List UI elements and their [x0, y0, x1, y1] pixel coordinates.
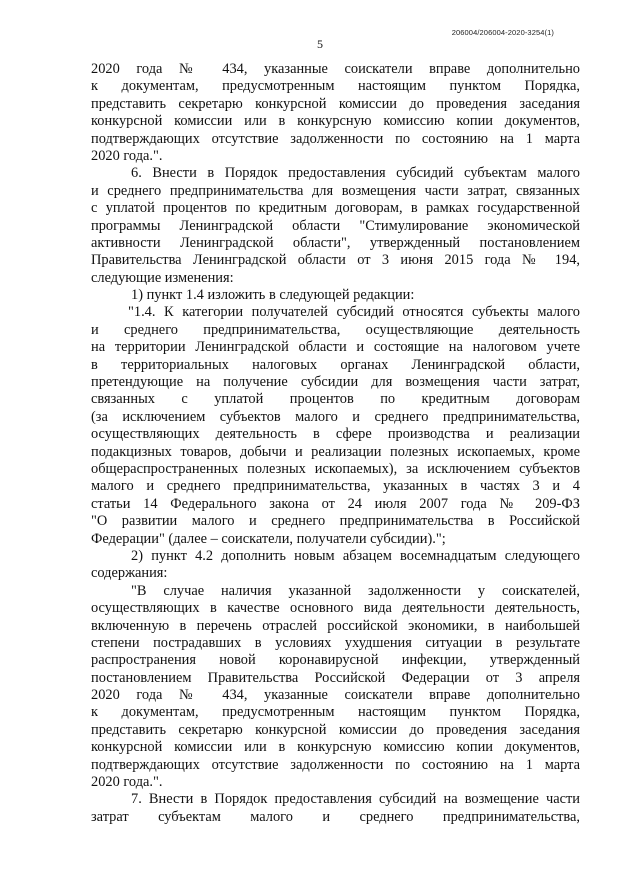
text-line: подтверждающих отсутствие задолженности по состоянию на 1 марта — [91, 756, 580, 773]
text-line: Правительства Ленинградской области от 3 июня 2015 года № 194, — [91, 252, 580, 269]
text-line: 2020 года № 434, указанные соискатели вправе дополнительно — [91, 687, 580, 704]
text-line: подакцизных товаров, добычи и реализации полезных ископаемых, кроме — [91, 443, 580, 460]
text-line: активности Ленинградской области", утвержденный постановлением — [91, 234, 580, 251]
text-line: в территориальных налоговых органах Ленинградской области, — [91, 356, 580, 373]
text-line: следующие изменения: — [91, 269, 234, 286]
text-line: осуществляющих в качестве основного вида деятельности деятельность, — [91, 600, 580, 617]
text-line: включенную в перечень отраслей российской экономики, в наибольшей — [91, 617, 580, 634]
text-line: конкурсной комиссии или в конкурсную комиссию копии документов, — [91, 739, 580, 756]
document-id: 206004/206004-2020-3254(1) — [451, 28, 554, 37]
quoted-item-1-4-start: "1.4. К категории получателей субсидий относятся субъекты малого — [128, 304, 580, 321]
paragraph-6-start: 6. Внести в Порядок предоставления субсидий субъектам малого — [131, 165, 580, 182]
text-line: затрат субъектам малого и среднего предпринимательства, — [91, 808, 580, 825]
text-line: представить секретарю конкурсной комиссии до проведения заседания — [91, 95, 580, 112]
text-line: подтверждающих отсутствие задолженности по состоянию на 1 марта — [91, 130, 580, 147]
text-line: 2020 года.". — [91, 147, 163, 164]
text-line: программы Ленинградской области "Стимулирование экономической — [91, 217, 580, 234]
subitem-1: 1) пункт 1.4 изложить в следующей редакции: — [131, 287, 415, 304]
text-line: содержания: — [91, 565, 168, 582]
text-line: и среднего предпринимательства, осуществляющие деятельность — [91, 321, 580, 338]
text-line: к документам, предусмотренным настоящим пунктом Порядка, — [91, 704, 580, 721]
subitem-2: 2) пункт 4.2 дополнить новым абзацем восемнадцатым следующего — [131, 547, 580, 564]
text-line: степени пострадавших в условиях ухудшения ситуации в результате — [91, 634, 580, 651]
text-line: и среднего предпринимательства для возмещения части затрат, связанных — [91, 182, 580, 199]
quoted-paragraph-start: "В случае наличия указанной задолженности у соискателей, — [131, 582, 580, 599]
text-line: статьи 14 Федерального закона от 24 июля 2007 года № 209-ФЗ — [91, 495, 580, 512]
text-line: связанных с уплатой процентов по кредитным договорам — [91, 391, 580, 408]
text-line: постановлением Правительства Российской Федерации от 3 апреля — [91, 669, 580, 686]
text-line: осуществляющих деятельность в сфере производства и реализации — [91, 426, 580, 443]
text-line: "О развитии малого и среднего предпринимательства в Российской — [91, 513, 580, 530]
text-line: представить секретарю конкурсной комиссии до проведения заседания — [91, 721, 580, 738]
text-line: общераспространенных полезных ископаемых), за исключением субъектов — [91, 460, 580, 477]
text-line: 2020 года № 434, указанные соискатели вправе дополнительно — [91, 61, 580, 77]
text-line: (за исключением субъектов малого и среднего предпринимательства, — [91, 408, 580, 425]
text-line: претендующие на получение субсидии для возмещения части затрат, — [91, 374, 580, 391]
document-body — [91, 61, 580, 826]
text-line: распространения новой коронавирусной инфекции, утвержденный — [91, 652, 580, 669]
text-line: с уплатой процентов по кредитным договорам, в рамках государственной — [91, 200, 580, 217]
text-line: конкурсной комиссии или в конкурсную комиссию копии документов, — [91, 113, 580, 130]
page-number: 5 — [317, 37, 323, 51]
paragraph-7-start: 7. Внести в Порядок предоставления субсидий на возмещение части — [131, 791, 580, 808]
text-line: 2020 года.". — [91, 774, 163, 791]
text-line: к документам, предусмотренным настоящим пунктом Порядка, — [91, 78, 580, 95]
text-line: на территории Ленинградской области и состоящие на налоговом учете — [91, 339, 580, 356]
text-line: Федерации" (далее – соискатели, получатели субсидии)."; — [91, 530, 446, 547]
text-line: малого и среднего предпринимательства, указанных в частях 3 и 4 — [91, 478, 580, 495]
